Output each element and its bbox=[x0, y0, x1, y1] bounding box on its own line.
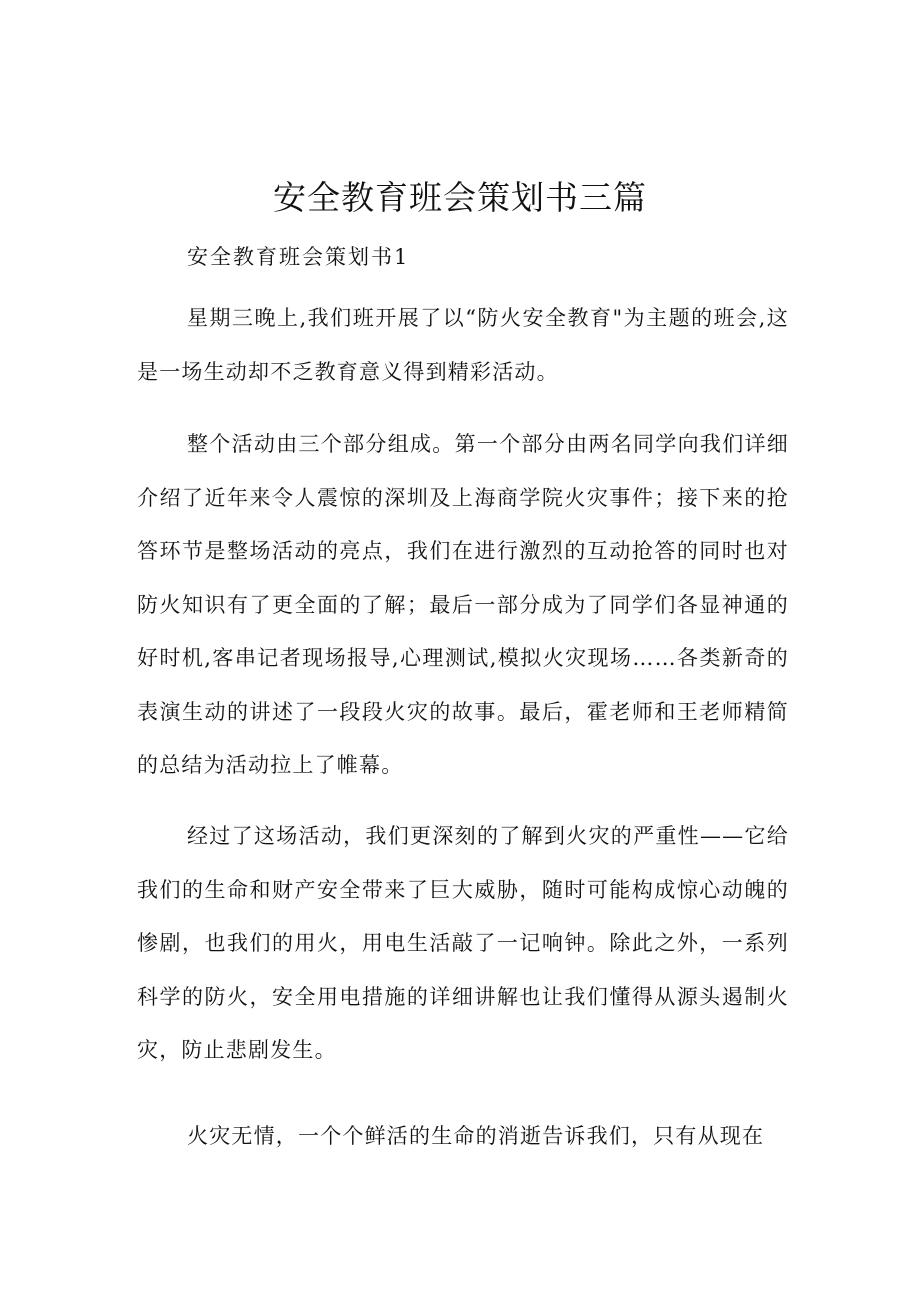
paragraph-2: 整个活动由三个部分组成。第一个部分由两名同学向我们详细介绍了近年来令人震惊的深圳及上海商学院火灾事件；接下来的抢答环节是整场活动的亮点，我们在进行激烈的互动抢答的同时也对防火知识有了更全面的了解；最后一部分成为了同学们各显神通的好时机,客串记者现场报导,心理测试,模拟火灾现场……各类新奇的表演生动的讲述了一段段火灾的故事。最后，霍老师和王老师精简的总结为活动拉上了帷幕。 bbox=[137, 432, 789, 777]
section-heading: 安全教育班会策划书1 bbox=[187, 245, 410, 269]
paragraph-3: 经过了这场活动，我们更深刻的了解到火灾的严重性——它给我们的生命和财产安全带来了巨大威胁，随时可能构成惊心动魄的惨剧，也我们的用火，用电生活敲了一记响钟。除此之外，一系列科学的防火，安全用电措施的详细讲解也让我们懂得从源头遏制火灾，防止悲剧发生。 bbox=[137, 824, 789, 1062]
document-title: 安全教育班会策划书三篇 bbox=[273, 178, 647, 217]
paragraph-1: 星期三晚上,我们班开展了以“防火安全教育"为主题的班会,这是一场生动却不乏教育意义得到精彩活动。 bbox=[137, 306, 789, 384]
paragraph-4: 火灾无情，一个个鲜活的生命的消逝告诉我们，只有从现在 bbox=[187, 1124, 765, 1148]
